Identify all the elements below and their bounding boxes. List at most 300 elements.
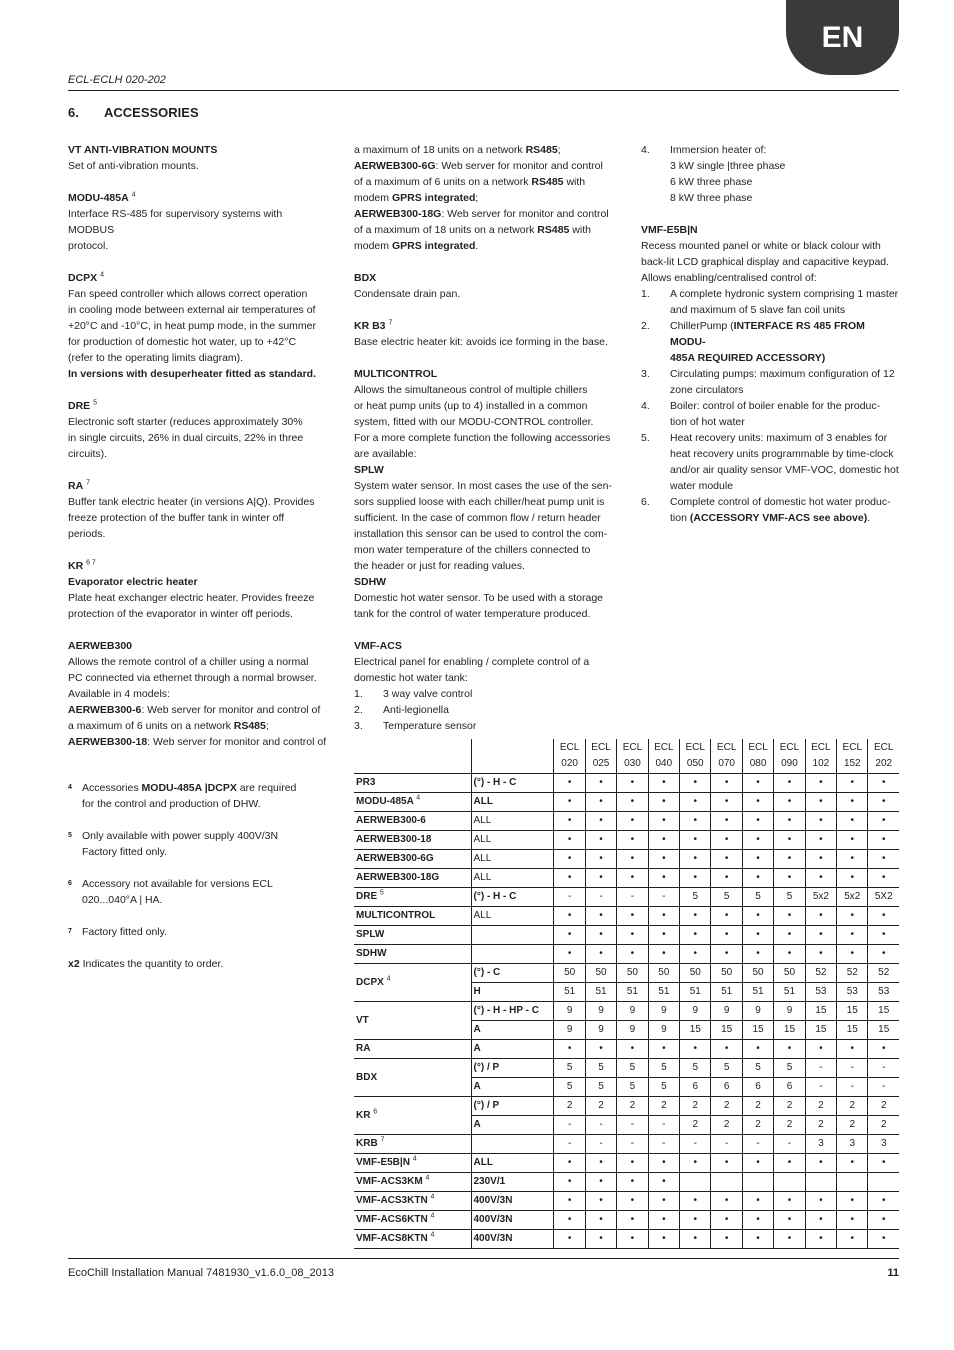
spacer [354,622,616,638]
value-cell: 51 [648,983,679,1002]
value-cell: • [805,831,836,850]
value-cell: • [554,1173,585,1192]
value-cell: • [711,926,742,945]
list-item [641,414,901,430]
list-text [670,494,901,510]
heading [68,574,330,590]
accessories-table [354,739,899,1249]
value-cell: • [585,850,616,869]
footnote [68,876,330,908]
text-line [68,414,330,430]
footnote-ref: 4 [100,271,105,279]
model-series: ECL [622,742,643,753]
table-row [354,1002,899,1021]
spacer [354,254,616,270]
text: for production of domestic hot water, up to +42°C [68,336,297,348]
value-cell: 15 [680,1021,711,1040]
text-line [68,654,330,670]
text-line [354,158,616,174]
accessory-code: VMF-ACS3KM [356,1176,423,1187]
value-cell: • [868,907,899,926]
list-text-bold: 485A REQUIRED ACCESSORY) [670,352,826,364]
model-series: ECL [559,742,580,753]
value-cell: - [680,1135,711,1154]
text: Electrical panel for enabling / complete control of a [354,656,590,668]
text-line [68,526,330,542]
heading [68,270,330,286]
text: of a maximum of 18 units on a network [354,224,538,236]
accessory-code: VMF-ACS8KTN [356,1233,428,1244]
footnote-line [82,844,278,860]
value-cell: • [680,869,711,888]
model-header [774,739,805,774]
value-cell: 5 [585,1059,616,1078]
list-text-part: 8 kW three phase [670,192,753,204]
value-cell: • [837,793,868,812]
model-header [837,739,868,774]
value-cell: • [554,1230,585,1249]
footnotes [68,780,330,972]
list-number [641,158,670,174]
value-cell: • [837,926,868,945]
bold-text: AERWEB300-6G [354,160,436,172]
footnote-line [82,796,296,812]
bold-text: AERWEB300-18 [68,736,148,748]
value-cell: 5x2 [805,888,836,907]
list-text-part: 3 way valve control [383,688,473,700]
value-cell: 3 [805,1135,836,1154]
value-cell: - [805,1078,836,1097]
value-cell: - [837,1059,868,1078]
list-item [354,686,616,702]
value-cell: 2 [554,1097,585,1116]
heading-text: DRE [68,400,91,412]
list-text-bold: INTERFACE RS 485 FROM MODU- [670,320,865,348]
value-cell: • [868,1211,899,1230]
footnote-text: 020...040°A | HA. [82,894,163,906]
table-row [354,1040,899,1059]
accessory-name [354,869,471,888]
list-text [670,414,901,430]
text: periods. [68,528,106,540]
list-text-part: zone circulators [670,384,744,396]
value-cell: 9 [554,1021,585,1040]
header-blank [471,739,554,774]
value-cell: - [617,1116,648,1135]
heading [354,318,616,334]
table-row [354,926,899,945]
value-cell: - [868,1078,899,1097]
value-cell: 51 [585,983,616,1002]
value-cell: - [617,1135,648,1154]
value-cell: • [774,945,805,964]
accessory-name [354,831,471,850]
document-code: ECL-ECLH 020-202 [68,74,166,86]
spacer [354,350,616,366]
text: Buffer tank electric heater (in versions A|Q). Provides [68,496,315,508]
value-cell: • [774,831,805,850]
value-cell: • [585,831,616,850]
text-line [68,350,330,366]
value-cell: • [680,1230,711,1249]
value-cell: • [711,774,742,793]
model-header [585,739,616,774]
version-cell: (°) / P [471,1059,554,1078]
value-cell: • [868,812,899,831]
text-line [354,654,616,670]
table-row [354,1192,899,1211]
value-cell: • [868,945,899,964]
text-line [68,286,330,302]
text: modem [354,240,392,252]
heading-text: AERWEB300 [68,640,132,652]
list-number: 3. [641,368,650,380]
value-cell: • [837,869,868,888]
table-row [354,1154,899,1173]
accessory-name [354,888,471,907]
value-cell: 53 [837,983,868,1002]
value-cell: • [585,1230,616,1249]
model-series: ECL [654,742,674,753]
value-cell: • [774,793,805,812]
list-number: 6. [641,496,650,508]
bold-text: RS485 [531,176,564,188]
value-cell: • [837,850,868,869]
footnote-ref: 5 [379,889,384,897]
text: Available in 4 models: [68,688,170,700]
value-cell: • [554,907,585,926]
value-cell: 50 [617,964,648,983]
version-cell: 230V/1 [471,1173,554,1192]
value-cell: • [617,907,648,926]
spacer [68,622,330,638]
value-cell: • [680,793,711,812]
version-cell: (°) - H - C [471,888,554,907]
value-cell: 5x2 [837,888,868,907]
model-header [805,739,836,774]
accessory-code: VMF-ACS6KTN [356,1214,428,1225]
table-row [354,812,899,831]
table-row [354,793,899,812]
text: Recess mounted panel or white or black colour with [641,240,881,252]
value-cell: • [554,1040,585,1059]
value-cell: • [742,907,773,926]
table-row [354,1097,899,1116]
value-cell: • [805,793,836,812]
list-item [354,718,616,734]
footnote-text: Only available with power supply 400V/3N [82,830,279,842]
accessory-code: DCPX [356,976,384,988]
value-cell: • [648,812,679,831]
list-item [354,702,616,718]
text: or heat pump units (up to 4) installed in a common [354,400,588,412]
accessory-code: BDX [356,1071,378,1083]
footnote-marker: 7 [68,928,72,935]
value-cell: - [837,1078,868,1097]
accessory-code: AERWEB300-18G [356,872,440,883]
list-text-part: Immersion heater of: [670,144,767,156]
text: mon water temperature of the chillers connected to [354,544,591,556]
language-tab: EN [786,0,899,75]
text: Plate heat exchanger electric heater. Provides freeze [68,592,315,604]
value-cell: • [774,1230,805,1249]
list-item [641,174,901,190]
footnote-ref: 7 [388,319,393,327]
value-cell: • [617,1173,648,1192]
accessory-code: MODU-485A [356,796,414,807]
accessory-name [354,907,471,926]
text-line [354,590,616,606]
heading [68,142,330,158]
table-row [354,850,899,869]
text-line [354,334,616,350]
value-cell: 50 [711,964,742,983]
value-cell: 2 [868,1097,899,1116]
value-cell: • [554,926,585,945]
model-size: 050 [686,758,704,769]
footnote-body [82,780,296,812]
value-cell: 51 [680,983,711,1002]
text: of a maximum of 6 units on a network [354,176,532,188]
model-series: ECL [779,742,800,753]
version-cell [471,926,554,945]
value-cell: • [554,1192,585,1211]
footnote [68,924,330,940]
value-cell: 50 [680,964,711,983]
text-line [354,670,616,686]
value-cell: 15 [742,1021,773,1040]
text-line [354,606,616,622]
accessory-name [354,1192,471,1211]
value-cell: • [585,1173,616,1192]
value-cell: - [617,888,648,907]
list-text [670,366,901,382]
text: in cooling mode between external air temperatures of [68,304,316,316]
accessory-code: MULTICONTROL [356,910,436,921]
model-size: 102 [812,758,830,769]
value-cell: • [742,1040,773,1059]
heading-text: RA [68,480,84,492]
value-cell: - [711,1135,742,1154]
section-title: ACCESSORIES [104,105,199,120]
list-text [670,158,901,174]
value-cell: • [868,1192,899,1211]
list-text-bold: (ACCESSORY VMF-ACS see above) [689,512,868,524]
list-text [670,446,901,462]
heading [68,558,330,574]
version-cell: 400V/3N [471,1230,554,1249]
value-cell: • [617,774,648,793]
value-cell [837,1173,868,1192]
value-cell: 9 [554,1002,585,1021]
value-cell: • [805,1211,836,1230]
list-item [641,446,901,462]
heading [354,270,616,286]
value-cell: • [680,926,711,945]
list-item [641,510,901,526]
accessory-name [354,774,471,793]
text: Domestic hot water sensor. To be used with a storage [354,592,604,604]
value-cell: • [868,926,899,945]
value-cell: • [617,869,648,888]
list-text [670,430,901,446]
list-text-part: tion of hot water [670,416,745,428]
text: sors supplied loose with each chiller/heat pump unit is [354,496,605,508]
value-cell: • [554,869,585,888]
footnote-ref: 7 [86,479,90,487]
value-cell: • [680,907,711,926]
spacer [68,254,330,270]
value-cell: 5 [711,1059,742,1078]
text-line [354,286,616,302]
accessory-code: VMF-ACS3KTN [356,1195,428,1206]
table-row [354,1059,899,1078]
model-header [554,739,585,774]
version-cell: ALL [471,793,554,812]
value-cell: • [774,926,805,945]
value-cell: 51 [617,983,648,1002]
footnote-ref: 5 [93,399,97,407]
text-line [68,510,330,526]
model-size: 020 [561,758,578,769]
text: with [563,176,586,188]
value-cell: 15 [868,1002,899,1021]
value-cell: 9 [585,1021,616,1040]
list-item [641,302,901,318]
value-cell: • [617,1040,648,1059]
value-cell: 15 [711,1021,742,1040]
value-cell: 9 [585,1002,616,1021]
list-text-part: Anti-legionella [383,704,449,716]
value-cell: 2 [585,1097,616,1116]
list-text-part: Temperature sensor [383,720,477,732]
footnote-ref: 4 [425,1174,430,1182]
value-cell: • [554,1211,585,1230]
value-cell: 5 [711,888,742,907]
accessory-name [354,1230,471,1249]
value-cell: 6 [774,1078,805,1097]
version-cell: ALL [471,1154,554,1173]
value-cell: • [648,774,679,793]
footnote-body [82,924,167,940]
value-cell: 5 [742,1059,773,1078]
value-cell: 5 [554,1059,585,1078]
table-row [354,907,899,926]
accessory-name [354,945,471,964]
text: system, fitted with our MODU-CONTROL controller. [354,416,594,428]
accessory-name [354,964,471,1002]
footnote-ref: 4 [430,1212,435,1220]
spacer [68,462,330,478]
value-cell: • [805,1040,836,1059]
text: protocol. [68,240,109,252]
value-cell: • [617,831,648,850]
value-cell: • [648,850,679,869]
list-text [670,142,901,158]
text-line [641,270,901,286]
text: PC connected via ethernet through a normal browser. [68,672,317,684]
list-text-part: 6 kW three phase [670,176,753,188]
text: : Web server for monitor and control [441,208,609,220]
value-cell: • [742,831,773,850]
footnote-text: are required [236,782,297,794]
value-cell: 5 [617,1059,648,1078]
heading [68,398,330,414]
value-cell: 53 [868,983,899,1002]
text: : Web server for monitor and control of [141,704,321,716]
bold-text: AERWEB300-6 [68,704,142,716]
text-line [68,494,330,510]
text-line [68,446,330,462]
version-cell: H [471,983,554,1002]
list-text [670,318,901,350]
heading-text: KR [68,560,84,572]
value-cell: - [648,1116,679,1135]
heading [68,190,330,206]
value-cell: • [648,1230,679,1249]
model-series: ECL [716,742,737,753]
value-cell: • [837,1040,868,1059]
text: Fan speed controller which allows correct operation [68,288,308,300]
list-number [641,382,670,398]
value-cell: • [805,1230,836,1249]
list-text [670,382,901,398]
value-cell: • [554,945,585,964]
bottom-rule [68,1258,899,1259]
text: : Web server for monitor and control [435,160,603,172]
footnote [68,780,330,812]
value-cell: 9 [648,1021,679,1040]
value-cell: 15 [868,1021,899,1040]
text: with [569,224,591,236]
heading-text: VMF-ACS [354,640,402,652]
footnote-list [68,780,330,940]
version-cell: (°) - H - C [471,774,554,793]
accessory-code: VT [356,1014,369,1026]
value-cell [680,1173,711,1192]
value-cell: • [680,831,711,850]
value-cell: • [711,812,742,831]
value-cell: • [837,907,868,926]
value-cell: • [617,812,648,831]
table-row [354,945,899,964]
value-cell: • [742,793,773,812]
value-cell: • [774,812,805,831]
value-cell: 2 [774,1116,805,1135]
value-cell: • [617,945,648,964]
footnote-text: MODU-485A |DCPX [141,782,237,794]
value-cell: • [680,774,711,793]
text-line [68,686,330,702]
value-cell: 9 [774,1002,805,1021]
list-text-part: and maximum of 5 slave fan coil units [670,304,846,316]
accessory-code: DRE [356,891,378,902]
list-text-part: Heat recovery units: maximum of 3 enables for [670,432,888,444]
footnote-line [82,924,167,940]
list-text [670,478,901,494]
value-cell: • [648,907,679,926]
text: circuits). [68,448,108,460]
value-cell: • [680,1211,711,1230]
version-cell: 400V/3N [471,1211,554,1230]
value-cell: • [585,793,616,812]
footnote-line [82,780,296,796]
value-cell: • [805,850,836,869]
footnote-line [82,876,273,892]
value-cell: • [585,812,616,831]
footnote-text: Accessories [82,782,142,794]
header-blank [354,739,471,774]
